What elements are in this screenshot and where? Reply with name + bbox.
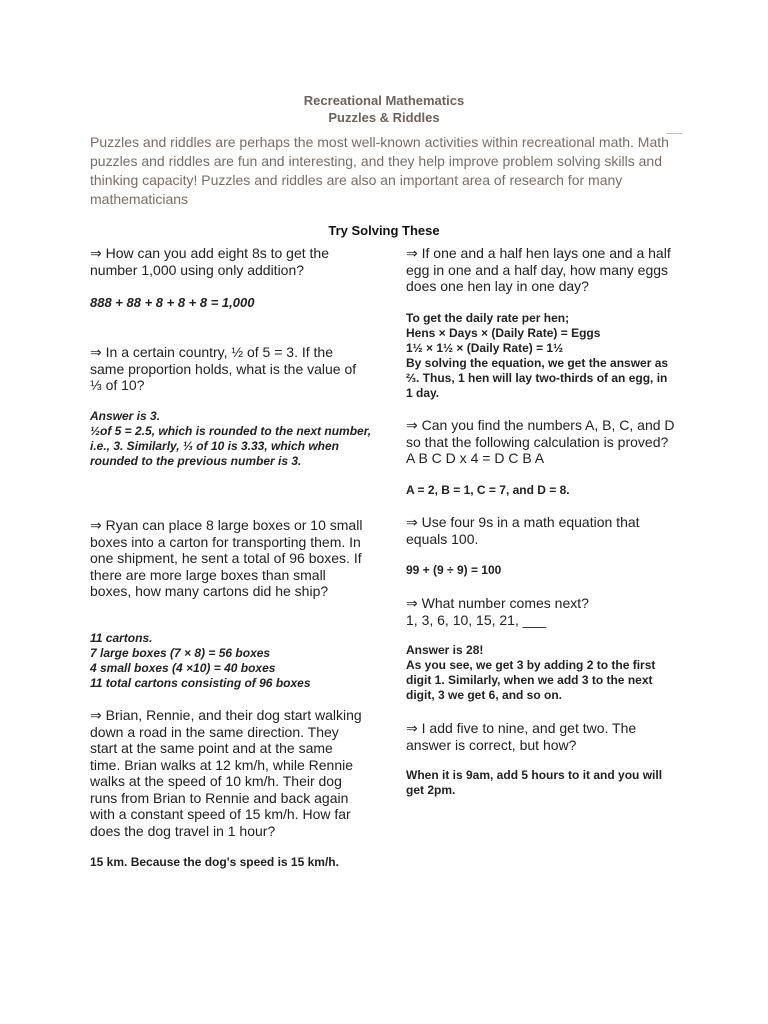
right-answer-3: 99 + (9 ÷ 9) = 100: [406, 563, 502, 577]
question-text: Ryan can place 8 large boxes or 10 small boxes into a carton for transporting them. In one shipment, he sent a total of 96 boxes. If there are more large boxes than small boxes, how many cartons did he ship?: [90, 517, 363, 599]
corner-mark: [666, 133, 682, 134]
right-question-2: [406, 417, 678, 467]
answer-line: Answer is 3.: [90, 409, 161, 423]
document-subtitle: Puzzles & Riddles: [328, 110, 440, 125]
left-question-3: [90, 517, 364, 600]
left-question-2: [90, 344, 362, 394]
right-question-5: [406, 720, 656, 753]
arrow-icon: ⇒: [406, 514, 418, 530]
question-text: What number comes next?: [421, 595, 589, 611]
answer-line: Answer is 28!: [406, 643, 484, 657]
answer-line: 11 total cartons consisting of 96 boxes: [90, 676, 311, 690]
left-answer-2: [90, 409, 372, 469]
answer-line: As you see, we get 3 by adding 2 to the first digit 1. Similarly, when we add 3 to the next digit, 3 we get 6, and so on.: [406, 658, 656, 702]
arrow-icon: ⇒: [90, 245, 102, 261]
arrow-icon: ⇒: [406, 595, 418, 611]
question-text: I add five to nine, and get two. The answer is correct, but how?: [406, 720, 637, 753]
question-text: How can you add eight 8s to get the number 1,000 using only addition?: [90, 245, 329, 278]
arrow-icon: ⇒: [406, 417, 418, 433]
answer-line: Hens × Days × (Daily Rate) = Eggs: [406, 326, 601, 340]
right-question-4: [406, 595, 678, 628]
sequence-text: 1, 3, 6, 10, 15, 21, ___: [406, 611, 547, 628]
left-answer-3: [90, 631, 370, 691]
left-answer-1: 888 + 88 + 8 + 8 + 8 = 1,000: [90, 295, 255, 310]
answer-line: 7 large boxes (7 × 8) = 56 boxes: [90, 646, 271, 660]
question-text: In a certain country, ½ of 5 = 3. If the same proportion holds, what is the value of ⅓ of 10?: [90, 344, 357, 393]
right-question-3: [406, 514, 656, 547]
equation-text: A B C D x 4 = D C B A: [406, 450, 545, 466]
left-question-4: [90, 707, 364, 839]
arrow-icon: ⇒: [90, 344, 102, 360]
right-answer-4: [406, 643, 678, 703]
right-answer-2: A = 2, B = 1, C = 7, and D = 8.: [406, 483, 570, 497]
document-title: Recreational Mathematics: [303, 93, 465, 108]
right-question-1: [406, 245, 678, 295]
answer-line: 4 small boxes (4 ×10) = 40 boxes: [90, 661, 276, 675]
answer-line: By solving the equation, we get the answer as ⅔. Thus, 1 hen will lay two-thirds of an egg, in 1 day.: [406, 356, 669, 400]
right-answer-5: When it is 9am, add 5 hours to it and you will get 2pm.: [406, 768, 663, 797]
right-answer-1: [406, 311, 676, 401]
answer-line: ½of 5 = 2.5, which is rounded to the next number, i.e., 3. Similarly, ⅓ of 10 is 3.33, which when rounded to the previous number is 3.: [90, 424, 372, 468]
left-answer-4: 15 km. Because the dog's speed is 15 km/h.: [90, 855, 339, 869]
question-text: If one and a half hen lays one and a half egg in one and a half day, how many eggs does one hen lay in one day?: [406, 245, 671, 294]
question-text: Use four 9s in a math equation that equals 100.: [406, 514, 640, 547]
arrow-icon: ⇒: [90, 517, 102, 533]
answer-line: 1½ × 1½ × (Daily Rate) = 1½: [406, 341, 564, 355]
question-text: Brian, Rennie, and their dog start walking down a road in the same direction. They start at the same point and at the same time. Brian walks at 12 km/h, while Rennie walks at the speed of 10 km/h. Their dog runs from Brian to Rennie and back again with a constant speed of 15 km/h. How far does the dog travel in 1 hour?: [90, 707, 362, 839]
left-question-1: [90, 245, 370, 278]
answer-line: To get the daily rate per hen;: [406, 311, 570, 325]
question-text: Can you find the numbers A, B, C, and D so that the following calculation is proved?: [406, 417, 675, 450]
arrow-icon: ⇒: [406, 245, 418, 261]
arrow-icon: ⇒: [90, 707, 102, 723]
intro-paragraph: Puzzles and riddles are perhaps the most well-known activities within recreational math. Math puzzles and riddles are fun and interesting, and they help improve problem solving skills and thinking capacity! Puzzles and riddles are also an important area of research for many mathematicians: [90, 134, 669, 207]
section-title: Try Solving These: [328, 223, 440, 238]
answer-line: 11 cartons.: [90, 631, 153, 645]
arrow-icon: ⇒: [406, 720, 418, 736]
